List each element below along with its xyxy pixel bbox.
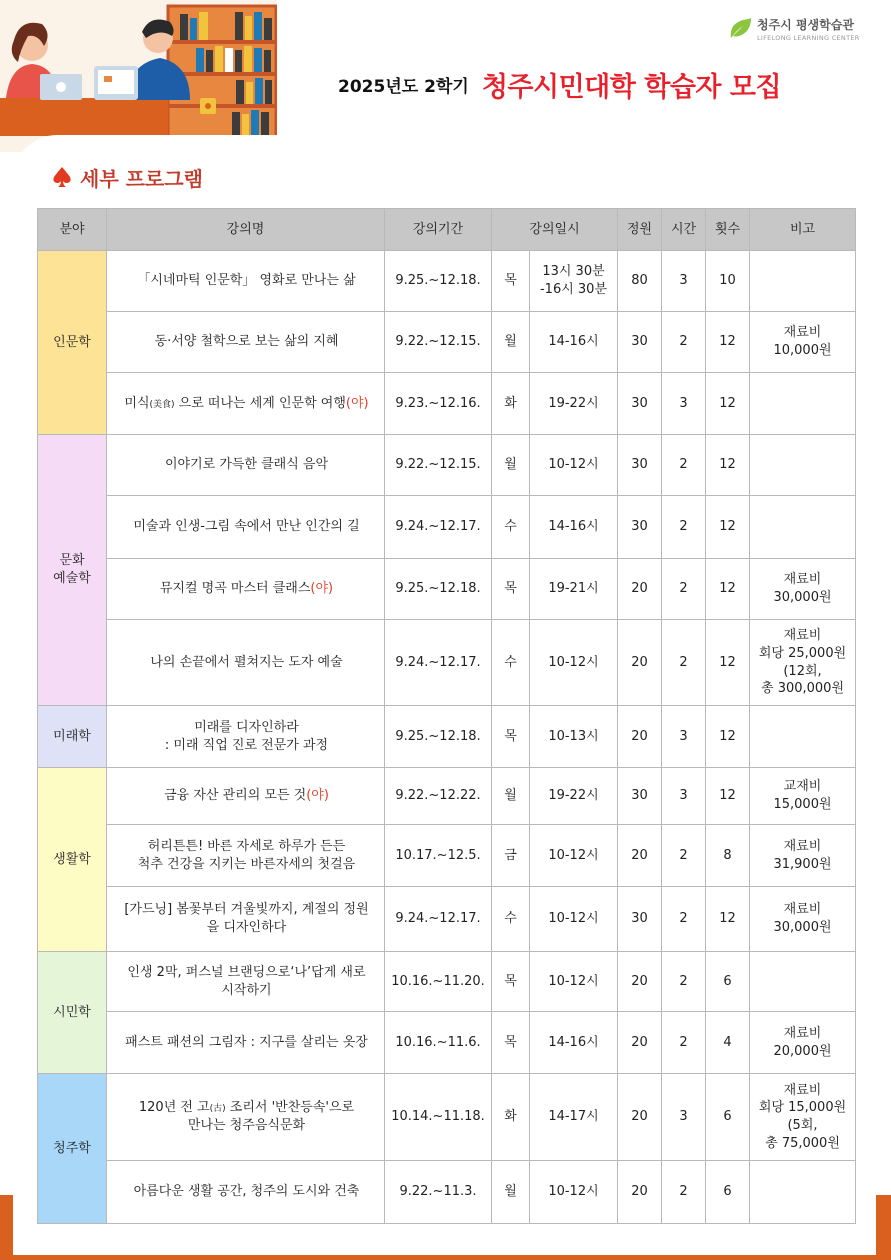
course-name-text: 만나는 청주음식문화 [187, 1118, 306, 1133]
course-capacity: 80 [618, 251, 662, 312]
table-row [38, 887, 856, 952]
evening-tag: (야) [345, 395, 369, 411]
table-header-row [38, 209, 856, 251]
note-line: 30,000원 [773, 920, 832, 935]
col-header-period: 강의기간 [385, 209, 492, 251]
program-table [37, 208, 856, 1224]
note-line: (12회, [783, 663, 822, 679]
note-line: 20,000원 [773, 1043, 832, 1059]
course-time: 14-16시 [530, 496, 618, 559]
course-name-text: 미식 [124, 395, 150, 411]
note-line: 재료비 [783, 1082, 822, 1098]
course-name-text: 을 디자인하다 [206, 920, 287, 935]
course-name-text: 금융 자산 관리의 모든 것 [164, 788, 307, 804]
course-hours: 3 [662, 373, 706, 435]
title-semester: 2025년도 2학기 [338, 77, 469, 97]
course-capacity: 30 [618, 435, 662, 496]
course-name-text: 허리튼튼! 바른 자세로 하루가 든든 [147, 838, 346, 854]
note-line: 재료비 [783, 325, 822, 341]
category-label: 문화 [59, 553, 85, 569]
course-name-text: 척추 건강을 지키는 바른자세의 첫걸음 [137, 856, 356, 872]
category-label: 시민학 [53, 1004, 91, 1020]
course-name-text: 패스트 패션의 그림자 : 지구를 살리는 옷장 [125, 1034, 368, 1050]
course-capacity: 30 [618, 373, 662, 435]
course-capacity: 20 [618, 1074, 662, 1161]
course-name [107, 251, 385, 312]
table-row [38, 768, 856, 825]
note-line: 회당 25,000원 [758, 645, 847, 661]
section-title: 세부 프로그램 [80, 166, 203, 191]
course-period: 9.24.~12.17. [385, 620, 492, 706]
note-line: 재료비 [783, 628, 822, 644]
course-count: 6 [706, 1074, 750, 1161]
course-period: 9.25.~12.18. [385, 706, 492, 768]
table-row [38, 1161, 856, 1224]
course-count: 6 [706, 1161, 750, 1224]
course-time [530, 251, 618, 312]
course-time-line: 13시 30분 [542, 264, 605, 280]
course-name-text: 미술과 인생-그림 속에서 만난 인간의 길 [133, 519, 360, 535]
course-time: 10-13시 [530, 706, 618, 768]
course-name [107, 768, 385, 825]
course-count: 6 [706, 952, 750, 1012]
course-day: 화 [492, 373, 530, 435]
course-hours: 2 [662, 1161, 706, 1224]
course-name-text: [가드닝] 봄꽃부터 겨울빛까지, 계절의 정원 [124, 902, 369, 918]
course-time: 10-12시 [530, 887, 618, 952]
course-count: 12 [706, 435, 750, 496]
course-count: 12 [706, 887, 750, 952]
course-day: 수 [492, 496, 530, 559]
course-time: 19-22시 [530, 373, 618, 435]
course-capacity: 30 [618, 768, 662, 825]
course-time: 14-17시 [530, 1074, 618, 1161]
course-period: 10.14.~11.18. [385, 1074, 492, 1161]
category-cell-simin [38, 952, 107, 1074]
course-name-hanja: (古) [209, 1104, 226, 1115]
course-capacity: 20 [618, 559, 662, 620]
course-note [750, 825, 856, 887]
course-day: 월 [492, 312, 530, 373]
note-line: 재료비 [783, 838, 822, 854]
note-line: 10,000원 [773, 343, 832, 358]
course-note [750, 1074, 856, 1161]
course-time: 14-16시 [530, 312, 618, 373]
table-row [38, 1074, 856, 1161]
course-name [107, 312, 385, 373]
course-name-text: 으로 떠나는 세계 인문학 여행 [174, 395, 346, 411]
course-period: 9.22.~12.22. [385, 768, 492, 825]
col-header-capacity: 정원 [618, 209, 662, 251]
category-label: 예술학 [53, 571, 91, 586]
course-capacity: 20 [618, 706, 662, 768]
course-name-text: 뮤지컬 명곡 마스터 클래스 [159, 581, 311, 597]
course-hours: 3 [662, 768, 706, 825]
course-name [107, 952, 385, 1012]
table-row [38, 706, 856, 768]
col-header-note: 비고 [750, 209, 856, 251]
course-time: 19-22시 [530, 768, 618, 825]
table-row [38, 496, 856, 559]
note-line: (5회, [787, 1118, 818, 1133]
logo-subtitle: LIFELONG LEARNING CENTER [757, 34, 860, 42]
course-name [107, 496, 385, 559]
course-name-text: 「시네마틱 인문학」 영화로 만나는 삶 [137, 273, 356, 289]
col-header-schedule: 강의일시 [492, 209, 618, 251]
course-name-text: 이야기로 가득한 클래식 음악 [164, 457, 329, 473]
course-name-text: : 미래 직업 진로 전문가 과정 [164, 737, 329, 753]
course-name-text: 120년 전 고 [138, 1100, 210, 1116]
course-period: 10.17.~12.5. [385, 825, 492, 887]
course-time: 10-12시 [530, 435, 618, 496]
course-note [750, 251, 856, 312]
course-name-text: 인생 2막, 퍼스널 브랜딩으로‘나’답게 새로 [127, 964, 366, 980]
course-name-text: 조리서 '반찬등속'으로 [225, 1100, 355, 1116]
page-title [338, 65, 868, 101]
header-illustration [0, 0, 277, 152]
course-count: 12 [706, 496, 750, 559]
logo-name: 청주시 평생학습관 [757, 18, 854, 32]
course-name [107, 1074, 385, 1161]
course-note [750, 768, 856, 825]
course-count: 12 [706, 373, 750, 435]
course-day: 화 [492, 1074, 530, 1161]
course-name-text: 나의 손끝에서 펼쳐지는 도자 예술 [150, 654, 343, 670]
course-day: 월 [492, 768, 530, 825]
course-hours: 2 [662, 559, 706, 620]
category-label: 청주학 [53, 1140, 91, 1156]
course-hours: 2 [662, 825, 706, 887]
course-capacity: 20 [618, 952, 662, 1012]
course-name [107, 706, 385, 768]
note-line: 재료비 [783, 1025, 822, 1041]
table-row [38, 952, 856, 1012]
course-hours: 2 [662, 1012, 706, 1074]
col-header-count: 횟수 [706, 209, 750, 251]
table-row [38, 373, 856, 435]
table-row [38, 312, 856, 373]
course-capacity: 20 [618, 1012, 662, 1074]
note-line: 총 300,000원 [761, 681, 845, 697]
course-note [750, 1012, 856, 1074]
course-count: 10 [706, 251, 750, 312]
evening-tag: (야) [310, 581, 334, 597]
course-day: 금 [492, 825, 530, 887]
course-name-text: 미래를 디자인하라 [194, 719, 299, 735]
course-period: 9.22.~11.3. [385, 1161, 492, 1224]
note-line: 회당 15,000원 [758, 1100, 847, 1116]
note-line: 재료비 [783, 902, 822, 918]
course-note [750, 887, 856, 952]
course-day: 목 [492, 706, 530, 768]
course-capacity: 30 [618, 887, 662, 952]
course-count: 4 [706, 1012, 750, 1074]
course-period: 10.16.~11.20. [385, 952, 492, 1012]
course-count: 12 [706, 312, 750, 373]
col-header-course: 강의명 [107, 209, 385, 251]
category-cell-inmun [38, 251, 107, 435]
note-line: 총 75,000원 [765, 1135, 840, 1151]
course-note [750, 620, 856, 706]
col-header-hours: 시간 [662, 209, 706, 251]
note-line: 15,000원 [773, 797, 832, 812]
course-time: 10-12시 [530, 620, 618, 706]
course-name-text: 시작하기 [221, 982, 272, 998]
course-note [750, 559, 856, 620]
course-period: 10.16.~11.6. [385, 1012, 492, 1074]
course-period: 9.22.~12.15. [385, 312, 492, 373]
course-period: 9.25.~12.18. [385, 251, 492, 312]
spade-icon [52, 166, 72, 188]
lifelong-learning-center-logo [727, 14, 877, 50]
course-hours: 3 [662, 1074, 706, 1161]
course-name [107, 373, 385, 435]
note-line: 재료비 [783, 572, 822, 588]
table-row [38, 825, 856, 887]
course-name-text: 아름다운 생활 공간, 청주의 도시와 건축 [133, 1184, 360, 1200]
table-row [38, 435, 856, 496]
course-day: 월 [492, 435, 530, 496]
course-day: 월 [492, 1161, 530, 1224]
section-heading [52, 162, 203, 192]
course-period: 9.22.~12.15. [385, 435, 492, 496]
course-name-text: 동·서양 철학으로 보는 삶의 지혜 [154, 334, 339, 350]
course-time: 10-12시 [530, 952, 618, 1012]
course-capacity: 20 [618, 620, 662, 706]
course-note [750, 496, 856, 559]
note-line: 교재비 [783, 779, 822, 795]
course-hours: 2 [662, 952, 706, 1012]
course-day: 목 [492, 559, 530, 620]
category-label: 미래학 [53, 728, 91, 744]
course-capacity: 30 [618, 312, 662, 373]
course-count: 12 [706, 559, 750, 620]
course-hours: 3 [662, 706, 706, 768]
course-name [107, 620, 385, 706]
course-time: 10-12시 [530, 1161, 618, 1224]
course-count: 12 [706, 620, 750, 706]
table-row [38, 251, 856, 312]
course-time: 14-16시 [530, 1012, 618, 1074]
category-label: 인문학 [53, 334, 91, 350]
course-hours: 3 [662, 251, 706, 312]
course-name [107, 1161, 385, 1224]
course-day: 목 [492, 251, 530, 312]
course-note [750, 1161, 856, 1224]
course-count: 12 [706, 768, 750, 825]
note-line: 31,900원 [773, 856, 832, 872]
course-hours: 2 [662, 887, 706, 952]
course-capacity: 30 [618, 496, 662, 559]
course-note [750, 435, 856, 496]
leaf-logo-icon [727, 16, 753, 42]
course-note [750, 952, 856, 1012]
course-name [107, 435, 385, 496]
course-period: 9.23.~12.16. [385, 373, 492, 435]
course-day: 수 [492, 620, 530, 706]
course-name [107, 559, 385, 620]
course-hours: 2 [662, 312, 706, 373]
table-row [38, 620, 856, 706]
col-header-category: 분야 [38, 209, 107, 251]
course-name-hanja: (美食) [149, 399, 175, 410]
table-row [38, 1012, 856, 1074]
course-period: 9.24.~12.17. [385, 496, 492, 559]
course-hours: 2 [662, 496, 706, 559]
course-day: 수 [492, 887, 530, 952]
course-note [750, 373, 856, 435]
course-day: 목 [492, 952, 530, 1012]
course-period: 9.24.~12.17. [385, 887, 492, 952]
course-note [750, 312, 856, 373]
course-count: 12 [706, 706, 750, 768]
course-time: 10-12시 [530, 825, 618, 887]
title-main: 청주시민대학 학습자 모집 [481, 72, 782, 103]
course-hours: 2 [662, 435, 706, 496]
category-label: 생활학 [53, 851, 91, 867]
course-day: 목 [492, 1012, 530, 1074]
course-hours: 2 [662, 620, 706, 706]
table-row [38, 559, 856, 620]
category-cell-munhwa [38, 435, 107, 706]
category-cell-cheongju [38, 1074, 107, 1224]
course-note [750, 706, 856, 768]
course-count: 8 [706, 825, 750, 887]
course-name [107, 887, 385, 952]
course-name [107, 1012, 385, 1074]
reading-people-illustration [0, 0, 277, 152]
evening-tag: (야) [306, 788, 329, 804]
course-time: 19-21시 [530, 559, 618, 620]
note-line: 30,000원 [773, 590, 832, 605]
course-capacity: 20 [618, 1161, 662, 1224]
course-capacity: 20 [618, 825, 662, 887]
category-cell-mirae [38, 706, 107, 768]
course-time-line: -16시 30분 [539, 282, 608, 297]
course-period: 9.25.~12.18. [385, 559, 492, 620]
category-cell-saenghwal [38, 768, 107, 952]
course-name [107, 825, 385, 887]
